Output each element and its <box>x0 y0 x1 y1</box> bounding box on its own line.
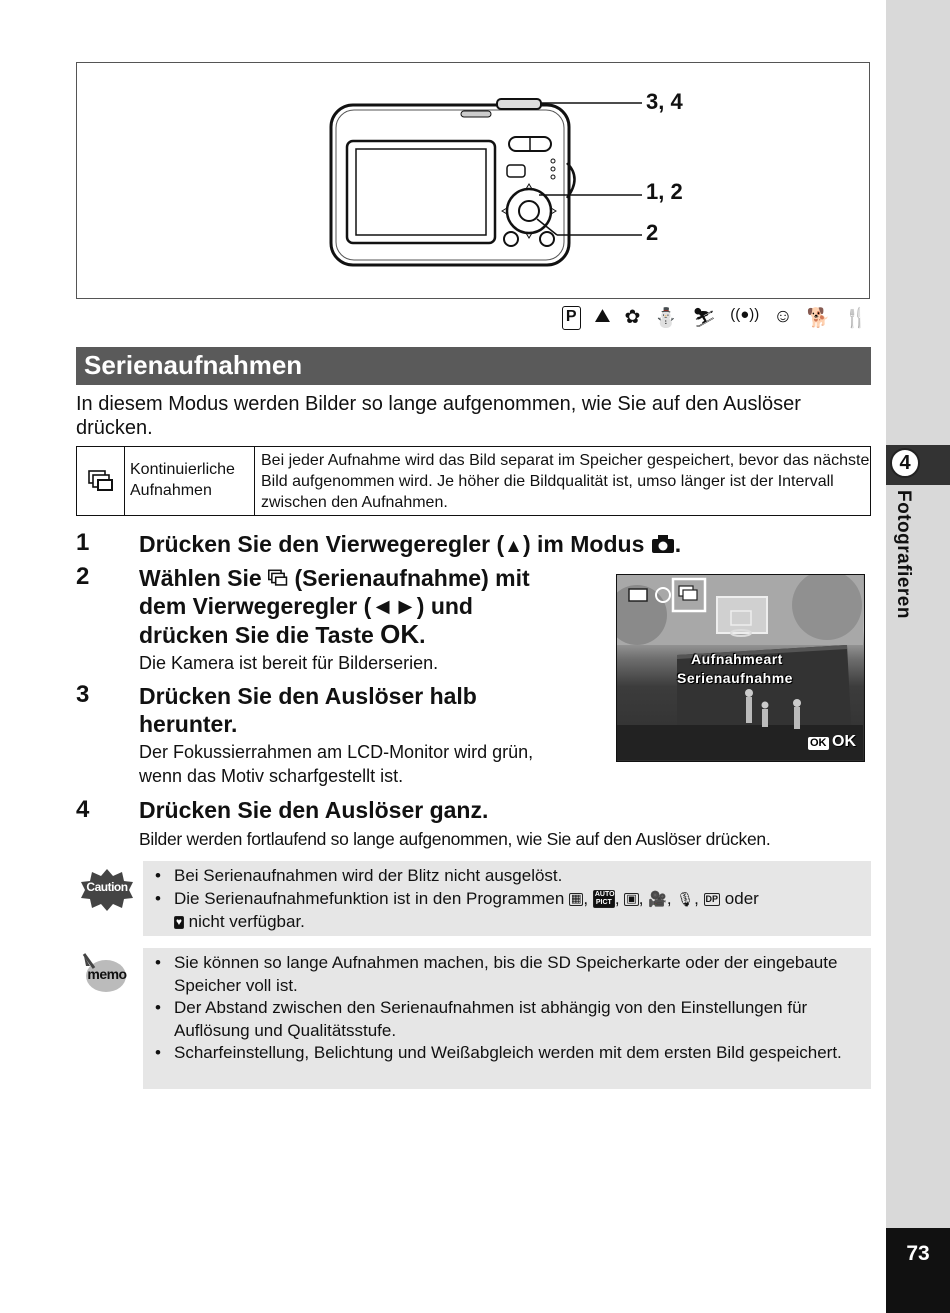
camera-illustration <box>77 63 869 298</box>
step-1-title <box>139 530 879 561</box>
step-4-title: Drücken Sie den Auslöser ganz. <box>139 797 489 823</box>
intro-text: In diesem Modus werden Bilder so lange aufgenommen, wie Sie auf den Auslöser drücken. <box>76 393 801 439</box>
kids-mode-icon: ☺ <box>773 306 793 327</box>
step-3-desc <box>139 740 533 788</box>
flower-mode-icon: ✿ <box>624 307 641 328</box>
step-3-desc1: Der Fokussierrahmen am LCD-Monitor wird grün, <box>139 742 534 762</box>
step-4-number: 4 <box>76 796 90 823</box>
step-1-text-b: ) im Modus <box>522 531 651 557</box>
caution-item-2-text: Die Serienaufnahmefunktion ist in den Programmen <box>174 888 569 908</box>
callout-2: 2 <box>646 220 659 245</box>
anti-shake-mode-icon: ((●)) <box>730 306 760 323</box>
step-3-desc2: wenn das Motiv scharfgestellt ist. <box>139 766 404 786</box>
heart-frame-icon: ♥ <box>176 917 182 929</box>
step-3-number: 3 <box>76 681 90 708</box>
food-mode-icon: 🍴 <box>844 308 868 329</box>
scene-frame-icon: ▣ <box>626 892 637 905</box>
mode-icons-row <box>562 306 868 330</box>
step-3-title <box>139 682 599 738</box>
step-3-line2: herunter. <box>139 711 238 737</box>
step-1-text-c: . <box>674 531 682 557</box>
lcd-screenshot <box>616 574 865 762</box>
landscape-mode-icon: ⛰ <box>594 306 611 327</box>
lcd-label-mode: Aufnahmeart <box>691 651 783 667</box>
pet-mode-icon: 🐕 <box>806 308 831 329</box>
callout-1-2: 1, 2 <box>646 179 683 204</box>
step-4-desc: Bilder werden fortlaufend so lange aufgenommen, wie Sie auf den Auslöser drücken. <box>139 829 771 849</box>
continuous-shooting-icon <box>88 470 114 492</box>
step-2-line1a: Wählen Sie <box>139 565 269 591</box>
ok-button-label: OK <box>380 619 420 649</box>
caution-item-2-or: oder <box>720 888 759 908</box>
step-2-number: 2 <box>76 563 90 590</box>
chapter-number: 4 <box>890 448 920 478</box>
memo-item-1: • Sie können so lange Aufnahmen machen, bis die SD Speicherkarte oder der eingebaute Speicher voll ist. <box>155 952 861 997</box>
section-title: Serienaufnahmen <box>76 347 871 385</box>
memo-label: memo <box>87 966 127 982</box>
table-description: Bei jeder Aufnahme wird das Bild separat im Speicher gespeichert, bevor das nächste Bild aufgenommen wird. Je höher die Bildqualität ist, umso länger ist der Intervall zwischen den Aufnahmen. <box>261 452 870 511</box>
mode-name-line1: Kontinuierliche <box>130 461 235 478</box>
step-2-line2: dem Vierwegeregler (◄►) und <box>139 593 473 619</box>
sidebar <box>886 0 950 1313</box>
memo-badge <box>80 952 128 996</box>
digital-panorama-icon: DP <box>705 893 719 904</box>
caution-item-2-end: nicht verfügbar. <box>183 912 305 931</box>
lcd-scene <box>617 575 863 760</box>
camera-figure <box>76 62 870 299</box>
caution-label: Caution <box>86 880 128 894</box>
voice-rec-icon: 🎙 <box>676 890 695 907</box>
step-1-text-a: Drücken Sie den Vierwegeregler ( <box>139 531 505 557</box>
lcd-ok-text: OK <box>832 733 856 750</box>
table-mode-name <box>125 447 255 515</box>
movie-icon: 🎥 <box>648 890 667 908</box>
continuous-shooting-icon <box>268 565 288 591</box>
caution-box <box>143 861 871 936</box>
step-2-title <box>139 564 599 649</box>
step-1-number: 1 <box>76 529 90 556</box>
auto-picture-icon: AUTO PICT <box>594 891 615 907</box>
camera-icon <box>651 531 675 557</box>
memo-item-3: • Scharfeinstellung, Belichtung und Weißabgleich werden mit dem ersten Bild gespeichert. <box>155 1042 861 1065</box>
page-number: 73 <box>886 1228 950 1313</box>
memo-item-2: • Der Abstand zwischen den Serienaufnahmen ist abhängig von den Einstellungen für Auflösung und Qualitätsstufe. <box>155 997 861 1042</box>
caution-item-1: • Bei Serienaufnahmen wird der Blitz nicht ausgelöst. <box>155 865 861 888</box>
step-3-line1: Drücken Sie den Auslöser halb <box>139 683 477 709</box>
snow-mode-icon: ⛄ <box>654 308 679 329</box>
lcd-label-continuous: Serienaufnahme <box>677 670 793 686</box>
step-2-desc: Die Kamera ist bereit für Bilderserien. <box>139 653 439 673</box>
step-2-line1b: (Serienaufnahme) mit <box>288 565 530 591</box>
table-icon-cell <box>77 447 125 515</box>
chapter-label-wrap <box>874 490 938 650</box>
caution-item-2: • Die Serienaufnahmefunktion ist in den Programmen ▦ , AUTO PICT , ▣ , 🎥, 🎙, DP oder ♥ nicht verfügbar. <box>155 888 861 934</box>
chapter-label: Fotografieren <box>893 490 914 619</box>
callout-3-4: 3, 4 <box>646 89 683 114</box>
caution-badge <box>80 868 134 912</box>
step-2-line3a: drücken Sie die Taste <box>139 622 381 648</box>
sport-mode-icon: ⛷ <box>692 308 717 329</box>
mode-name-line2: Aufnahmen <box>130 482 212 499</box>
lcd-ok-badge: OK <box>810 737 827 749</box>
program-mode-icon: P <box>562 306 581 330</box>
up-arrow-icon: ▲ <box>504 536 523 557</box>
step-2-line3c: . <box>419 622 426 648</box>
mode-table <box>76 446 871 516</box>
memo-box <box>143 948 871 1089</box>
mode-grid-icon: ▦ <box>571 892 582 905</box>
